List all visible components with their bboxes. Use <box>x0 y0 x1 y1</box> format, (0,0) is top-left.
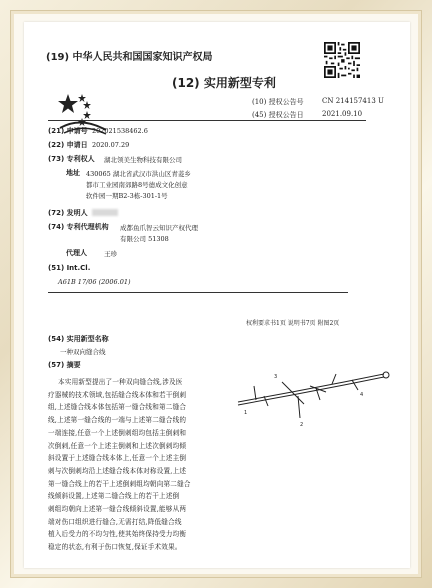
abstract-line: 次倒刺,任意一个上述主倒刺和上述次倒刺均倾 <box>48 441 187 450</box>
assignee: 湖北领美生物科技有限公司 <box>104 156 182 164</box>
address-line: 430065 湖北省武汉市洪山区青菱乡 <box>86 170 191 178</box>
abstract-line: 斜设置于上述缝合线本体上,任意一个上述主倒 <box>48 454 187 463</box>
callout-number: 2 <box>300 422 304 428</box>
qr-code-icon <box>324 42 360 78</box>
callout-number: 1 <box>244 410 248 416</box>
agency-line: 成都鱼爪智云知识产权代理 <box>120 224 198 232</box>
abstract-line: 稳定的状态,有利于伤口恢复,保证手术效果。 <box>48 543 182 552</box>
address-label: 地址 <box>66 169 80 177</box>
filed-label: (22) 申请日 <box>48 141 88 149</box>
abstract-line: 刺与次倒刺均沿上述缝合线本体对称设置,上述 <box>48 466 187 475</box>
agency-label: (74) 专利代理机构 <box>48 223 109 231</box>
filed-date: 2020.07.29 <box>92 141 130 149</box>
abstract-line: 一端连接,任意一个上述倒刺组均包括主倒刺和 <box>48 428 187 437</box>
abstract-line: 端对伤口组织进行缝合,无需打结,降低缝合线 <box>48 517 182 526</box>
abstract-line: 组,上述缝合线本体包括第一缝合线和第二缝合 <box>48 403 187 412</box>
app-no-label: (21) 申请号 <box>48 127 88 135</box>
office-name: (19) 中华人民共和国国家知识产权局 <box>46 52 213 63</box>
grant-no-label: (10) 授权公告号 <box>252 98 304 106</box>
app-no: 202021538462.6 <box>92 127 148 135</box>
suture-drawing <box>234 356 404 446</box>
grant-date-label: (45) 授权公告日 <box>252 111 304 119</box>
abstract-label: (57) 摘要 <box>48 361 81 369</box>
pages-note: 权利要求书1页 说明书7页 附图2页 <box>246 320 340 327</box>
callout-number: 3 <box>274 374 278 380</box>
address-line: 都市工业园南郊路8号德成文化创意 <box>86 181 188 189</box>
abstract-line: 线倾斜设置,上述第二缝合线上的若干上述倒 <box>48 492 180 501</box>
callout-number: 4 <box>360 392 364 398</box>
abstract-line: 疗器械的技术领域,包括缝合线本体和若干倒刺 <box>48 390 187 399</box>
patent-type: (12) 实用新型专利 <box>172 76 276 90</box>
title-label: (54) 实用新型名称 <box>48 335 109 343</box>
abstract-line: 线,上述第一缝合线的一端与上述第二缝合线的 <box>48 416 187 425</box>
bib-rule <box>48 292 348 293</box>
ipc-code: A61B 17/06 (2006.01) <box>58 278 131 286</box>
abstract-line: 第一缝合线上的若干上述倒刺组均朝向第二缝合 <box>48 479 191 488</box>
utility-model-title: 一种双向缝合线 <box>60 348 106 356</box>
abstract-line: 植入后受力的不均匀性,使其始终保持受力均衡 <box>48 530 187 539</box>
inventor-label: (72) 发明人 <box>48 209 88 217</box>
grant-date: 2021.09.10 <box>322 110 363 118</box>
redacted-inventor <box>92 209 118 216</box>
address-line: 软件园一期B2-3栋-301-1号 <box>86 192 168 200</box>
assignee-label: (73) 专利权人 <box>48 155 95 163</box>
patent-document <box>24 22 410 568</box>
abstract-line: 刺组均朝向上述第一缝合线倾斜设置,能够从两 <box>48 505 187 513</box>
header-rule <box>48 120 366 121</box>
grant-no: CN 214157413 U <box>322 97 384 105</box>
agency-line: 有限公司 51308 <box>120 235 169 243</box>
agent: 王珍 <box>104 250 117 258</box>
agent-label: 代理人 <box>66 249 87 257</box>
ipc-label: (51) Int.Cl. <box>48 264 91 272</box>
abstract-line: 本实用新型提出了一种双向缝合线,涉及医 <box>58 378 183 386</box>
